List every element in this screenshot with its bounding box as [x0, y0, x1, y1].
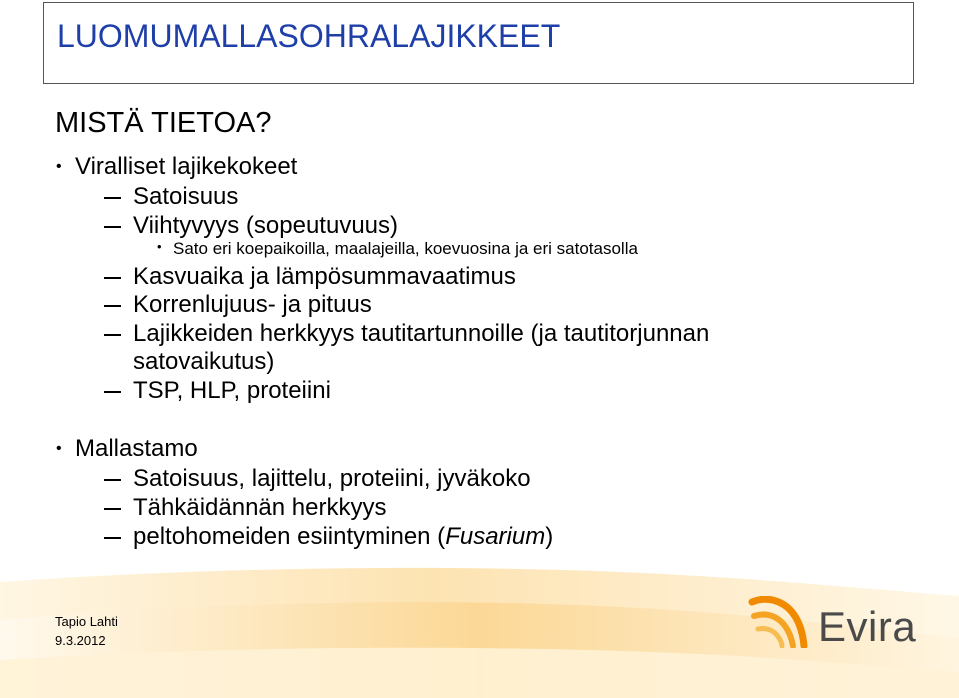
- dash-icon: [104, 479, 121, 481]
- footer-date: 9.3.2012: [55, 633, 106, 648]
- list-item: Satoisuus, lajittelu, proteiini, jyväkoko: [133, 465, 531, 492]
- dash-icon: [104, 277, 121, 279]
- list-item: TSP, HLP, proteiini: [133, 377, 331, 404]
- slide-title: LUOMUMALLASOHRALAJIKKEET: [57, 18, 561, 54]
- list-item-text: peltohomeiden esiintyminen (: [133, 523, 446, 550]
- title-box: [43, 2, 914, 84]
- dash-icon: [104, 305, 121, 307]
- bullet-icon: •: [56, 440, 62, 457]
- slide-heading: MISTÄ TIETOA?: [55, 107, 272, 139]
- list-item: Tähkäidännän herkkyys: [133, 494, 387, 521]
- footer-swoosh: [0, 560, 959, 698]
- list-item: [133, 523, 553, 551]
- bullet-icon: •: [56, 158, 62, 175]
- footer-background: [0, 560, 959, 698]
- section2-label: Mallastamo: [75, 435, 198, 462]
- list-item: Kasvuaika ja lämpösummavaatimus: [133, 263, 516, 290]
- fusarium-italic: Fusarium: [445, 523, 546, 550]
- dash-icon: [104, 508, 121, 510]
- list-item: Satoisuus: [133, 183, 239, 210]
- list-item: Viihtyvyys (sopeutuvuus): [133, 212, 399, 239]
- list-item: Korrenlujuus- ja pituus: [133, 291, 372, 318]
- evira-logo-icon: [748, 596, 814, 648]
- section1-label: Viralliset lajikekokeet: [75, 153, 298, 180]
- list-item-continuation: satovaikutus): [133, 348, 275, 375]
- list-item: Sato eri koepaikoilla, maalajeilla, koevuosina ja eri satotasolla: [173, 239, 638, 258]
- dash-icon: [104, 391, 121, 393]
- bullet-icon: •: [157, 239, 162, 254]
- dash-icon: [104, 334, 121, 336]
- dash-icon: [104, 226, 121, 228]
- list-item-text-end: ): [545, 523, 554, 550]
- list-item: Lajikkeiden herkkyys tautitartunnoille (ja tautitorjunnan: [133, 320, 710, 347]
- footer-author: Tapio Lahti: [55, 614, 118, 629]
- dash-icon: [104, 197, 121, 199]
- dash-icon: [104, 537, 121, 539]
- evira-logo-text: Evira: [818, 603, 917, 650]
